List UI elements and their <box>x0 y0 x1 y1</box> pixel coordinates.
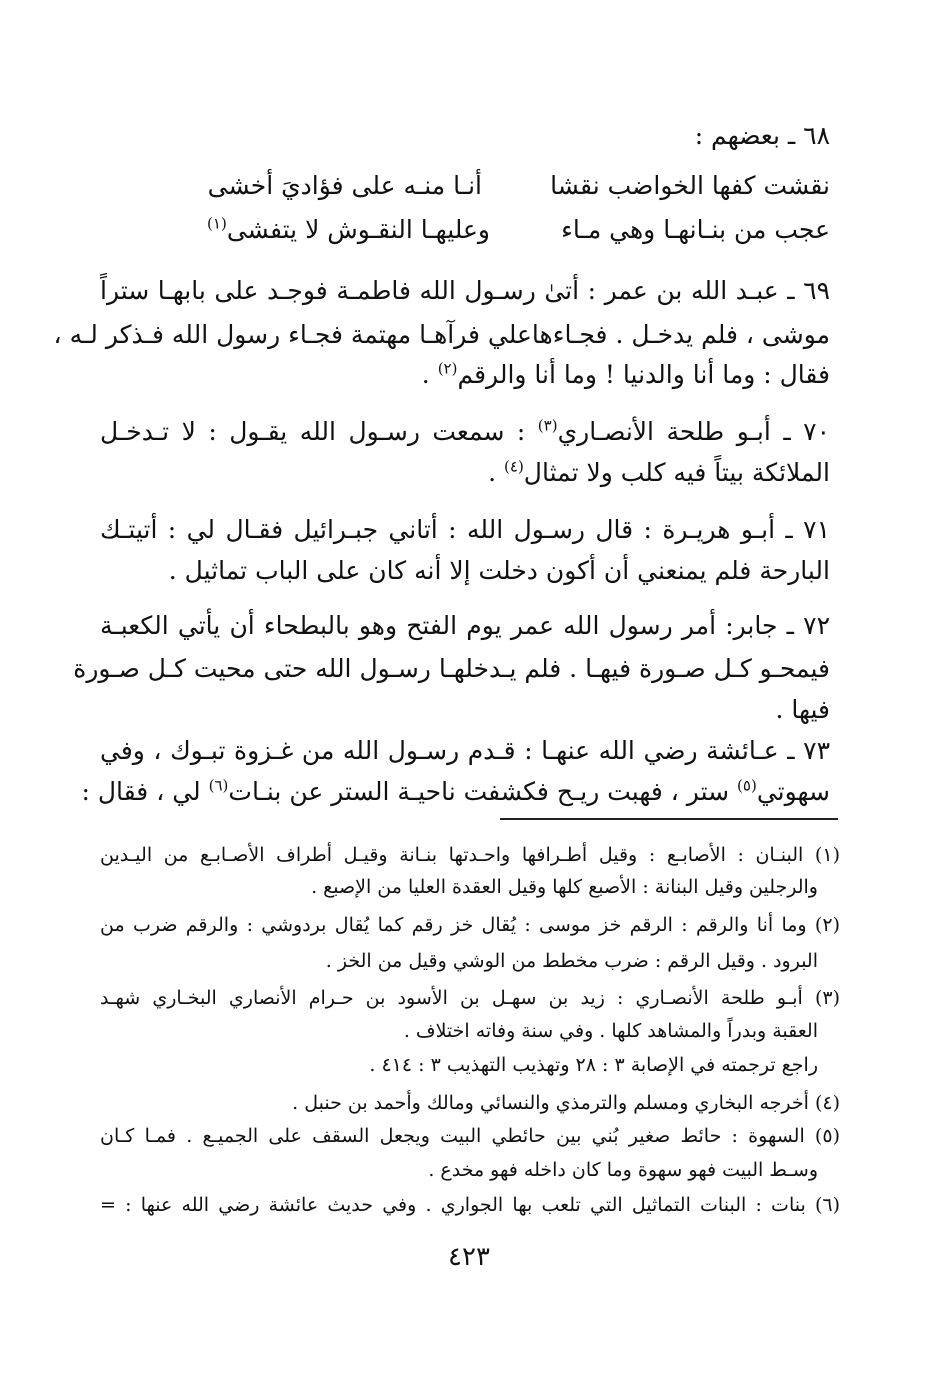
entry-69-line-1: ٦٩ ـ عبـد الله بن عمر : أتىٰ رسـول الله فاطمـة فوجـد على بابهـا ستراً <box>100 276 830 305</box>
entry-73-line-2-c: لي ، فقال : <box>81 777 209 806</box>
entry-70-line-2-end: . <box>488 458 505 487</box>
footnote-ref-1: (١) <box>207 214 227 233</box>
footnote-separator <box>500 818 838 820</box>
entry-73-line-1: ٧٣ ـ عـائشة رضي الله عنهـا : قـدم رسـول الله من غـزوة تبـوك ، وفي <box>100 736 830 765</box>
footnote-3-line-1: (٣) أبـو طلحة الأنصـاري : زيد بن سهـل بن الأسود بن حـرام الأنصاري البخـاري شهـد <box>100 987 840 1009</box>
verse-1-second-hemistich: أنـا منـه على فؤاديَ أخشى <box>207 171 482 200</box>
footnote-1-line-2: والرجلين وقيل البنانة : الأصبع كلها وقيل العقدة العليا من الإصبع . <box>311 876 818 898</box>
footnote-ref-4: (٤) <box>504 457 524 476</box>
entry-73-line-2-a: سهوتي <box>756 777 830 806</box>
verse-2-second-text: وعليهـا النقـوش لا يتفشى <box>226 215 490 244</box>
verse-1-first-hemistich: نقشت كفها الخواضب نقشا <box>550 171 830 200</box>
entry-70-line-1-a: ٧٠ ـ أبـو طلحة الأنصـاري <box>557 417 830 446</box>
footnote-6-line-1: (٦) بنات : البنات التماثيل التي تلعب بها الجواري . وفي حديث عائشة رضي الله عنها : = <box>100 1194 840 1216</box>
entry-73-line-2-b: ستر ، فهبت ريـح فكشفت ناحيـة الستر عن بنـات <box>228 777 738 806</box>
entry-70-line-2-text: الملائكة بيتاً فيه كلب ولا تمثال <box>523 458 830 487</box>
entry-72-line-3: فيها . <box>775 695 830 724</box>
entry-69-line-3 <box>100 355 830 395</box>
footnote-3-line-2: العقبة وبدراً والمشاهد كلها . وفي سنة وفاته اختلاف . <box>403 1020 818 1042</box>
footnote-4-line-1: (٤) أخرجه البخاري ومسلم والترمذي والنسائي ومالك وأحمد بن حنبل . <box>292 1092 840 1114</box>
entry-72-line-2: فيمحـو كـل صـورة فيهـا . فلم يـدخلهـا رسـول الله حتى محيت كـل صـورة <box>73 654 830 683</box>
footnote-ref-6: (٦) <box>208 776 229 795</box>
footnote-ref-2: (٢) <box>437 359 458 378</box>
entry-70-line-2 <box>100 453 830 493</box>
entry-68-heading: ٦٨ ـ بعضهم : <box>694 121 830 150</box>
entry-72-line-1: ٧٢ ـ جابر: أمر رسول الله عمر يوم الفتح وهو بالبطحاء أن يأتي الكعبـة <box>100 611 830 640</box>
entry-71-line-1: ٧١ ـ أبـو هريـرة : قال رسـول الله : أتاني جبـرائيل فقـال لي : أتيتـك <box>100 515 830 544</box>
footnote-ref-5: (٥) <box>737 776 757 795</box>
page-number: ٤٢٣ <box>448 1242 490 1272</box>
entry-70-line-1 <box>100 412 830 452</box>
entry-69-line-3-text: فقال : وما أنا والدنيا ! وما أنا والرقم <box>457 360 830 389</box>
footnote-5-line-2: وسـط البيت فهو سهوة وما كان داخله فهو مخدع . <box>428 1159 818 1181</box>
verse-2-first-hemistich: عجب من بنـانهـا وهي مـاء <box>561 215 830 244</box>
footnote-5-line-1: (٥) السهوة : حائط صغير بُني بين حائطي البيت ويجعل السقف على الجميـع . فمـا كـان <box>100 1125 840 1147</box>
footnote-ref-3: (٣) <box>537 416 558 435</box>
entry-69-line-2: موشى ، فلم يدخـل . فجـاءهاعلي فرآهـا مهتمة فجـاء رسول الله فـذكر لـه ، <box>53 320 830 349</box>
entry-73-line-2 <box>81 772 830 812</box>
verse-2-second-hemistich <box>207 210 490 250</box>
footnote-2-line-2: البرود . وقيل الرقم : ضرب مخطط من الوشي وقيل من الخز . <box>325 950 818 972</box>
footnote-2-line-1: (٢) وما أنا والرقم : الرقم خز موسى : يُقال خز رقم كما يُقال بردوشي : والرقم ضرب من <box>100 914 840 936</box>
entry-70-line-1-b: : سمعت رسـول الله يقـول : لا تـدخـل <box>100 417 538 446</box>
entry-71-line-2: البارحة فلم يمنعني أن أكون دخلت إلا أنه كان على الباب تماثيل . <box>168 556 830 585</box>
entry-69-line-3-end: . <box>421 360 438 389</box>
footnote-1-line-1: (١) البنـان : الأصابـع : وقيل أطـرافها واحـدتها بنـانة وقيـل أطراف الأصـابـع من اليـدين <box>100 844 840 866</box>
footnote-3-line-3: راجع ترجمته في الإصابة ٣ : ٢٨ وتهذيب التهذيب ٣ : ٤١٤ . <box>369 1054 818 1076</box>
